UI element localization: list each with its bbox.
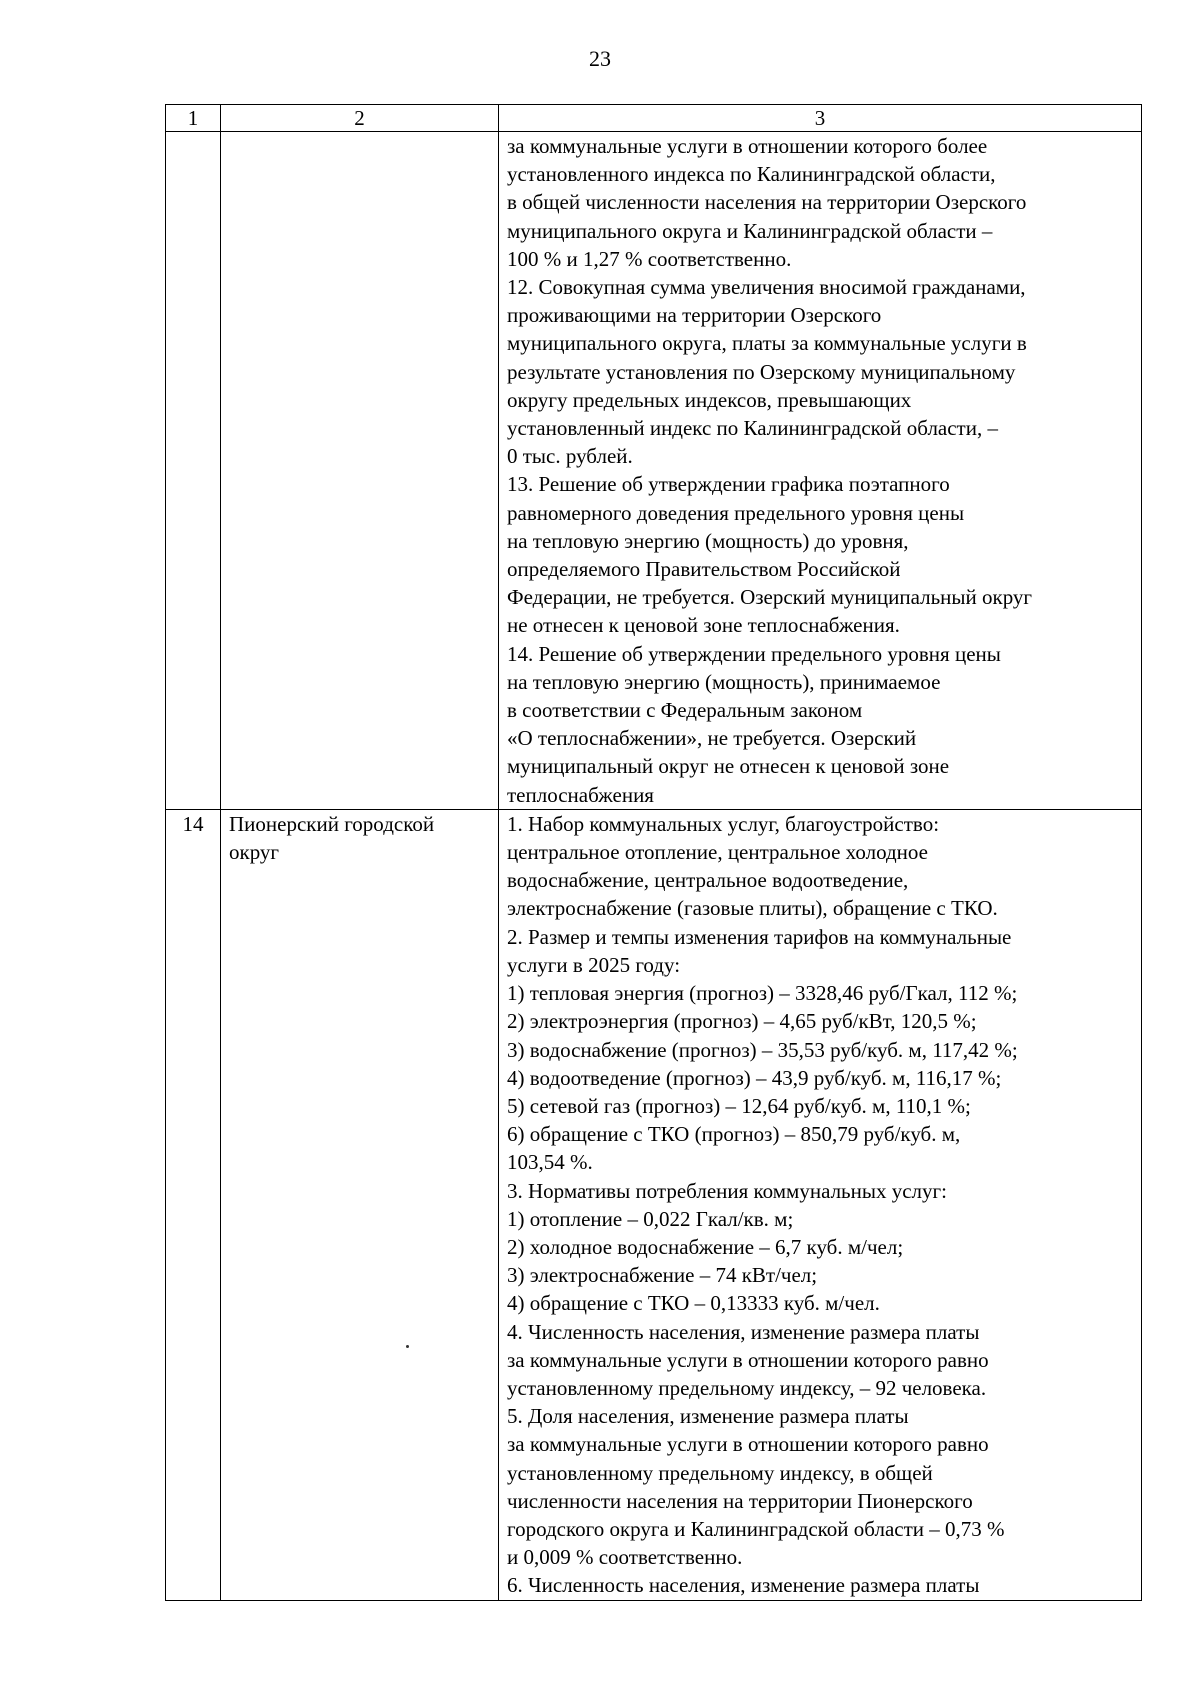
table-row bbox=[166, 132, 1142, 810]
header-col-1: 1 bbox=[166, 105, 221, 132]
text-line: 4. Численность населения, изменение размера платы bbox=[507, 1319, 980, 1344]
text-line: 3) водоснабжение (прогноз) – 35,53 руб/куб. м, 117,42 %; bbox=[507, 1037, 1018, 1062]
table-header-row bbox=[166, 105, 1142, 132]
text-line: 4) водоотведение (прогноз) – 43,9 руб/куб. м, 116,17 %; bbox=[507, 1065, 1002, 1090]
text-line: 5) сетевой газ (прогноз) – 12,64 руб/куб. м, 110,1 %; bbox=[507, 1093, 971, 1118]
text-line: теплоснабжения bbox=[507, 782, 654, 807]
text-line: за коммунальные услуги в отношении которого равно bbox=[507, 1347, 989, 1372]
municipality-name bbox=[221, 132, 499, 810]
text-line: на тепловую энергию (мощность), принимаемое bbox=[507, 669, 941, 694]
text-line: Федерации, не требуется. Озерский муниципальный округ bbox=[507, 585, 1033, 610]
text-line: 0 тыс. рублей. bbox=[507, 444, 633, 469]
text-line: городского округа и Калининградской области – 0,73 % bbox=[507, 1516, 1005, 1541]
text-line: и 0,009 % соответственно. bbox=[507, 1545, 743, 1570]
text-line: установленный индекс по Калининградской области, – bbox=[507, 416, 998, 441]
text-line: 1. Набор коммунальных услуг, благоустройство: bbox=[507, 811, 940, 836]
text-line: водоснабжение, центральное водоотведение, bbox=[507, 868, 909, 893]
text-line: 14. Решение об утверждении предельного уровня цены bbox=[507, 641, 1001, 666]
text-line: муниципального округа, платы за коммунальные услуги в bbox=[507, 331, 1027, 356]
text-line: 5. Доля населения, изменение размера платы bbox=[507, 1404, 909, 1429]
text-line: муниципальный округ не отнесен к ценовой зоне bbox=[507, 754, 950, 779]
text-line: в соответствии с Федеральным законом bbox=[507, 698, 863, 723]
text-line: 2) холодное водоснабжение – 6,7 куб. м/чел; bbox=[507, 1234, 904, 1259]
text-line: 2. Размер и темпы изменения тарифов на коммунальные bbox=[507, 924, 1012, 949]
text-line: в общей численности населения на территории Озерского bbox=[507, 190, 1027, 215]
row-number bbox=[166, 132, 221, 810]
text-line: равномерного доведения предельного уровня цены bbox=[507, 500, 965, 525]
text-line: услуги в 2025 году: bbox=[507, 952, 681, 977]
row-content bbox=[499, 809, 1142, 1600]
text-line: 2) электроэнергия (прогноз) – 4,65 руб/кВт, 120,5 %; bbox=[507, 1009, 977, 1034]
text-line: округ bbox=[229, 840, 280, 865]
text-line: 13. Решение об утверждении графика поэтапного bbox=[507, 472, 950, 497]
scan-speck bbox=[406, 1345, 409, 1348]
text-line: округу предельных индексов, превышающих bbox=[507, 387, 912, 412]
text-line: установленного индекса по Калининградской области, bbox=[507, 162, 996, 187]
text-line: 6. Численность населения, изменение размера платы bbox=[507, 1573, 980, 1598]
row-number: 14 bbox=[166, 809, 221, 1600]
text-line: установленному предельному индексу, – 92 человека. bbox=[507, 1375, 987, 1400]
text-line: за коммунальные услуги в отношении которого равно bbox=[507, 1432, 989, 1457]
text-line: 103,54 %. bbox=[507, 1150, 593, 1175]
text-line: на тепловую энергию (мощность) до уровня, bbox=[507, 528, 909, 553]
text-line: центральное отопление, центральное холодное bbox=[507, 840, 928, 865]
header-col-2: 2 bbox=[221, 105, 499, 132]
text-line: определяемого Правительством Российской bbox=[507, 557, 901, 582]
text-line: 1) отопление – 0,022 Гкал/кв. м; bbox=[507, 1206, 794, 1231]
text-line: 4) обращение с ТКО – 0,13333 куб. м/чел. bbox=[507, 1291, 880, 1316]
text-line: «О теплоснабжении», не требуется. Озерский bbox=[507, 726, 917, 751]
text-line: 12. Совокупная сумма увеличения вносимой гражданами, bbox=[507, 275, 1026, 300]
text-line: электроснабжение (газовые плиты), обращение с ТКО. bbox=[507, 896, 998, 921]
tariff-table bbox=[165, 104, 1142, 1601]
header-col-3: 3 bbox=[499, 105, 1142, 132]
text-line: 100 % и 1,27 % соответственно. bbox=[507, 246, 792, 271]
page-number: 23 bbox=[589, 46, 611, 71]
text-line: установленному предельному индексу, в общей bbox=[507, 1460, 933, 1485]
text-line: за коммунальные услуги в отношении которого более bbox=[507, 134, 988, 158]
text-line: 6) обращение с ТКО (прогноз) – 850,79 руб/куб. м, bbox=[507, 1122, 961, 1147]
text-line: результате установления по Озерскому муниципальному bbox=[507, 359, 1016, 384]
text-line: численности населения на территории Пионерского bbox=[507, 1488, 973, 1513]
row-content bbox=[499, 132, 1142, 810]
text-line: 3. Нормативы потребления коммунальных услуг: bbox=[507, 1178, 947, 1203]
text-line: 1) тепловая энергия (прогноз) – 3328,46 руб/Гкал, 112 %; bbox=[507, 981, 1018, 1006]
text-line: 3) электроснабжение – 74 кВт/чел; bbox=[507, 1263, 818, 1288]
text-line: проживающими на территории Озерского bbox=[507, 303, 882, 328]
table-row bbox=[166, 809, 1142, 1600]
text-line: муниципального округа и Калининградской области – bbox=[507, 218, 993, 243]
text-line: Пионерский городской bbox=[229, 811, 435, 836]
text-line: не отнесен к ценовой зоне теплоснабжения. bbox=[507, 613, 900, 638]
municipality-name bbox=[221, 809, 499, 1600]
